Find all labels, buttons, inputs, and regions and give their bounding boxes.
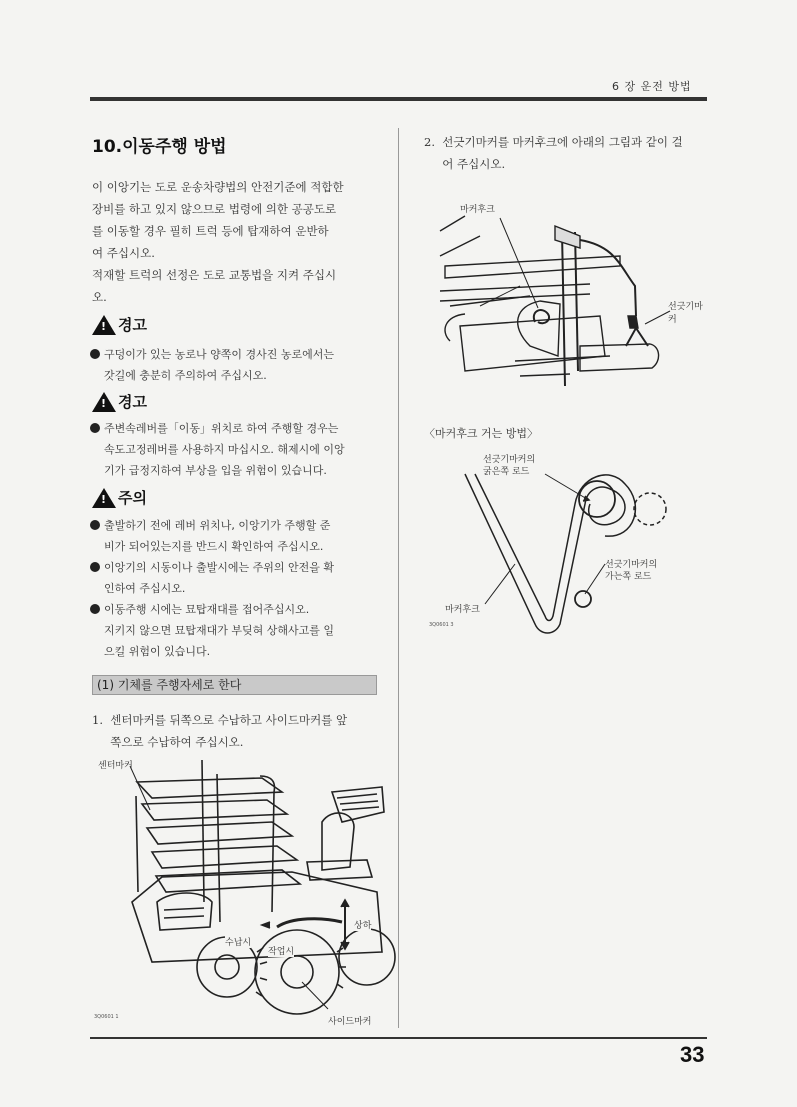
intro-line: 여 주십시오.: [92, 246, 155, 260]
figure-code: 3Q0601 1: [94, 1014, 119, 1020]
bullet-line: 주변속레버를「이동」위치로 하여 주행할 경우는: [104, 422, 339, 435]
step-line: 2. 선긋기마커를 마커후크에 아래의 그림과 같이 걸: [424, 135, 683, 149]
bullet-item: [90, 344, 388, 365]
transplanter-figure: [92, 752, 387, 1027]
marker-hook-label: 마커후크: [460, 205, 495, 215]
caution-list: [90, 515, 388, 662]
subsection-heading: (1) 기체를 주행자세로 한다: [92, 675, 377, 695]
bullet-line: 출발하기 전에 레버 위치나, 이앙기가 주행할 준: [104, 519, 331, 532]
bullet-line: 이동주행 시에는 묘탑재대를 접어주십시오.: [104, 603, 310, 616]
bullet-line: 갓길에 충분히 주의하여 주십시오.: [104, 369, 267, 382]
step-1: [92, 709, 392, 753]
hook-method-figure: [425, 444, 705, 634]
chapter-header: 6 장 운전 방법: [612, 80, 692, 93]
thin-rod-label-2: 가는쪽 로드: [605, 572, 652, 582]
header-rule: [90, 97, 707, 101]
bullet-line: 인하여 주십시오.: [104, 582, 186, 595]
warning-label: 경고: [118, 316, 147, 334]
intro-line: 를 이동할 경우 필히 트럭 등에 탑재하여 운반하: [92, 224, 329, 238]
caution-heading: [92, 487, 147, 508]
up-down-label: 상하: [354, 918, 371, 931]
bullet-icon: [90, 423, 100, 433]
intro-line: 오.: [92, 290, 107, 304]
side-marker-label: 사이드마커: [328, 1017, 372, 1027]
warning-text: [90, 418, 388, 481]
center-marker-label: 센터마커: [98, 761, 133, 771]
intro-line: 이 이앙기는 도로 운송차량법의 안전기준에 적합한: [92, 180, 344, 194]
warning-triangle-icon: !: [92, 315, 116, 335]
working-label: 작업시: [268, 944, 294, 957]
step-line: 쪽으로 수납하여 주십시오.: [92, 735, 244, 749]
bullet-icon: [90, 520, 100, 530]
footer-rule: [90, 1037, 707, 1039]
bullet-item: [90, 557, 388, 578]
intro-line: 장비를 하고 있지 않으므로 법령에 의한 공공도로: [92, 202, 337, 216]
line-marker-label: 선긋기마커: [668, 302, 703, 325]
bullet-line: 비가 되어있는지를 반드시 확인하여 주십시오.: [104, 540, 324, 553]
intro-paragraph: [92, 176, 384, 308]
bullet-line: 이앙기의 시동이나 출발시에는 주위의 안전을 확: [104, 561, 335, 574]
bullet-line: 으킬 위험이 있습니다.: [104, 645, 211, 658]
warning-triangle-icon: !: [92, 392, 116, 412]
page-number: 33: [680, 1042, 705, 1067]
thick-rod-label-2: 굵은쪽 로드: [483, 467, 530, 477]
bullet-line: 속도고정레버를 사용하지 마십시오. 해제시에 이앙: [104, 443, 345, 456]
step-line: 어 주십시오.: [424, 157, 506, 171]
method-title: 〈마커후크 거는 방법〉: [424, 427, 539, 440]
bullet-item: [90, 599, 388, 620]
bullet-icon: [90, 562, 100, 572]
thick-rod-label-1: 선긋기마커의: [483, 455, 536, 465]
figure-code: 3Q0601 3: [429, 622, 454, 628]
intro-line: 적재할 트럭의 선정은 도로 교통법을 지켜 주십시: [92, 268, 337, 282]
stowed-label: 수납시: [225, 935, 251, 948]
marker-hook-figure: [440, 196, 710, 406]
step-line: 1. 센터마커를 뒤쪽으로 수납하고 사이드마커를 앞: [92, 713, 348, 727]
warning-heading: [92, 391, 147, 412]
bullet-line: 구덩이가 있는 농로나 양쪽이 경사진 농로에서는: [104, 348, 335, 361]
warning-label: 경고: [118, 393, 147, 411]
section-title: 10.이동주행 방법: [92, 137, 227, 157]
caution-triangle-icon: !: [92, 488, 116, 508]
bullet-line: 지키지 않으면 묘탑재대가 부딪혀 상해사고를 일: [104, 624, 335, 637]
caution-label: 주의: [118, 489, 147, 507]
bullet-icon: [90, 349, 100, 359]
transplanter-illustration: [92, 752, 387, 1027]
bullet-item: [90, 418, 388, 439]
bullet-line: 기가 급정지하여 부상을 입을 위험이 있습니다.: [104, 464, 327, 477]
column-divider: [398, 128, 399, 1028]
thin-rod-label-1: 선긋기마커의: [605, 560, 658, 570]
step-2: [424, 131, 724, 175]
bullet-item: [90, 515, 388, 536]
bullet-icon: [90, 604, 100, 614]
marker-hook-label: 마커후크: [445, 605, 480, 615]
warning-text: [90, 344, 388, 386]
warning-heading: [92, 314, 147, 335]
